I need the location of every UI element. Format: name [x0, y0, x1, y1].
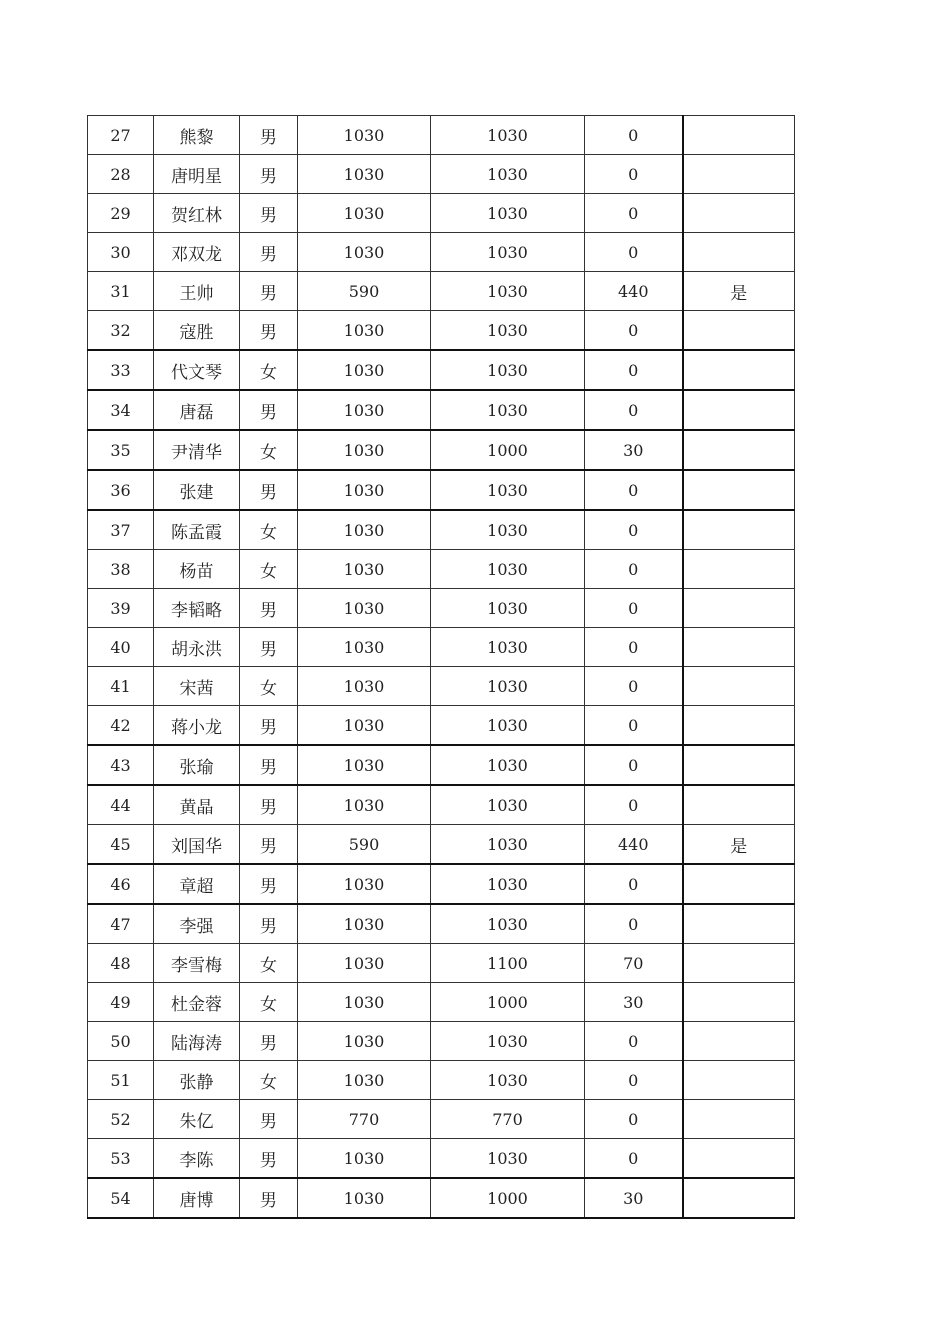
cell-flag — [683, 1022, 795, 1061]
table-row — [88, 390, 795, 430]
cell-gender: 女 — [240, 550, 298, 589]
cell-name: 唐明星 — [154, 155, 240, 194]
cell-gender: 女 — [240, 667, 298, 706]
cell-difference: 0 — [585, 1139, 683, 1179]
cell-amount-b: 1030 — [431, 825, 585, 865]
cell-number: 52 — [88, 1100, 154, 1139]
cell-gender: 男 — [240, 233, 298, 272]
cell-amount-b: 1030 — [431, 155, 585, 194]
cell-name: 张建 — [154, 470, 240, 510]
cell-gender: 男 — [240, 1139, 298, 1179]
cell-amount-a: 1030 — [298, 1178, 431, 1218]
table-row — [88, 1178, 795, 1218]
cell-difference: 0 — [585, 1061, 683, 1100]
cell-amount-b: 1030 — [431, 706, 585, 746]
cell-amount-a: 1030 — [298, 116, 431, 155]
cell-amount-a: 1030 — [298, 745, 431, 785]
cell-number: 44 — [88, 785, 154, 825]
cell-number: 53 — [88, 1139, 154, 1179]
cell-flag — [683, 706, 795, 746]
cell-amount-b: 1030 — [431, 390, 585, 430]
cell-name: 李雪梅 — [154, 944, 240, 983]
cell-amount-a: 1030 — [298, 550, 431, 589]
cell-flag — [683, 864, 795, 904]
table-row — [88, 785, 795, 825]
cell-name: 刘国华 — [154, 825, 240, 865]
cell-gender: 女 — [240, 944, 298, 983]
table-row — [88, 550, 795, 589]
cell-gender: 男 — [240, 1100, 298, 1139]
cell-difference: 0 — [585, 390, 683, 430]
cell-amount-b: 1030 — [431, 785, 585, 825]
cell-difference: 0 — [585, 1022, 683, 1061]
cell-difference: 0 — [585, 233, 683, 272]
cell-amount-b: 1030 — [431, 667, 585, 706]
cell-amount-b: 1030 — [431, 510, 585, 550]
cell-number: 33 — [88, 350, 154, 390]
cell-amount-a: 1030 — [298, 667, 431, 706]
cell-gender: 男 — [240, 390, 298, 430]
cell-gender: 男 — [240, 628, 298, 667]
table-row — [88, 116, 795, 155]
cell-amount-b: 1030 — [431, 311, 585, 351]
table-row — [88, 1022, 795, 1061]
table-row — [88, 233, 795, 272]
table-row — [88, 706, 795, 746]
table-row — [88, 667, 795, 706]
cell-number: 37 — [88, 510, 154, 550]
cell-flag — [683, 1061, 795, 1100]
cell-flag — [683, 155, 795, 194]
cell-number: 54 — [88, 1178, 154, 1218]
cell-amount-a: 590 — [298, 825, 431, 865]
cell-flag — [683, 904, 795, 944]
cell-number: 35 — [88, 430, 154, 470]
cell-amount-b: 1030 — [431, 470, 585, 510]
cell-flag — [683, 550, 795, 589]
cell-number: 40 — [88, 628, 154, 667]
cell-name: 章超 — [154, 864, 240, 904]
cell-amount-a: 1030 — [298, 904, 431, 944]
table-row — [88, 430, 795, 470]
cell-amount-b: 770 — [431, 1100, 585, 1139]
cell-number: 49 — [88, 983, 154, 1022]
cell-gender: 男 — [240, 825, 298, 865]
cell-number: 27 — [88, 116, 154, 155]
cell-gender: 男 — [240, 1022, 298, 1061]
cell-amount-a: 1030 — [298, 155, 431, 194]
cell-name: 张瑜 — [154, 745, 240, 785]
cell-flag — [683, 510, 795, 550]
table-row — [88, 745, 795, 785]
cell-flag — [683, 470, 795, 510]
cell-difference: 440 — [585, 272, 683, 311]
cell-gender: 男 — [240, 272, 298, 311]
table-row — [88, 350, 795, 390]
cell-amount-b: 1100 — [431, 944, 585, 983]
cell-gender: 男 — [240, 155, 298, 194]
cell-name: 代文琴 — [154, 350, 240, 390]
table-row — [88, 1100, 795, 1139]
cell-amount-a: 1030 — [298, 628, 431, 667]
cell-amount-b: 1030 — [431, 350, 585, 390]
cell-flag: 是 — [683, 825, 795, 865]
cell-gender: 男 — [240, 194, 298, 233]
cell-number: 30 — [88, 233, 154, 272]
cell-number: 46 — [88, 864, 154, 904]
cell-amount-a: 1030 — [298, 944, 431, 983]
cell-amount-b: 1030 — [431, 272, 585, 311]
cell-amount-a: 1030 — [298, 706, 431, 746]
cell-number: 28 — [88, 155, 154, 194]
cell-difference: 0 — [585, 350, 683, 390]
cell-name: 李强 — [154, 904, 240, 944]
cell-amount-a: 1030 — [298, 589, 431, 628]
cell-difference: 0 — [585, 155, 683, 194]
cell-difference: 0 — [585, 550, 683, 589]
cell-difference: 440 — [585, 825, 683, 865]
cell-amount-b: 1030 — [431, 745, 585, 785]
cell-name: 唐磊 — [154, 390, 240, 430]
cell-number: 38 — [88, 550, 154, 589]
cell-difference: 0 — [585, 589, 683, 628]
cell-gender: 男 — [240, 864, 298, 904]
cell-difference: 0 — [585, 311, 683, 351]
cell-flag: 是 — [683, 272, 795, 311]
cell-name: 李韬略 — [154, 589, 240, 628]
cell-amount-b: 1000 — [431, 983, 585, 1022]
cell-name: 杜金蓉 — [154, 983, 240, 1022]
cell-amount-a: 1030 — [298, 510, 431, 550]
cell-amount-a: 1030 — [298, 785, 431, 825]
cell-difference: 30 — [585, 983, 683, 1022]
cell-difference: 70 — [585, 944, 683, 983]
cell-flag — [683, 983, 795, 1022]
cell-number: 48 — [88, 944, 154, 983]
cell-amount-b: 1030 — [431, 904, 585, 944]
cell-flag — [683, 785, 795, 825]
table-body — [88, 116, 795, 1219]
cell-flag — [683, 1139, 795, 1179]
table-row — [88, 194, 795, 233]
cell-number: 34 — [88, 390, 154, 430]
table-row — [88, 155, 795, 194]
cell-name: 胡永洪 — [154, 628, 240, 667]
cell-flag — [683, 667, 795, 706]
spreadsheet-page — [87, 115, 794, 1219]
cell-amount-a: 1030 — [298, 194, 431, 233]
table-row — [88, 944, 795, 983]
cell-amount-b: 1030 — [431, 1139, 585, 1179]
cell-difference: 0 — [585, 628, 683, 667]
cell-gender: 男 — [240, 589, 298, 628]
cell-difference: 0 — [585, 116, 683, 155]
cell-name: 贺红林 — [154, 194, 240, 233]
cell-amount-a: 1030 — [298, 350, 431, 390]
cell-gender: 男 — [240, 116, 298, 155]
cell-amount-b: 1030 — [431, 589, 585, 628]
cell-amount-a: 590 — [298, 272, 431, 311]
cell-amount-b: 1030 — [431, 233, 585, 272]
cell-amount-b: 1030 — [431, 864, 585, 904]
cell-flag — [683, 1100, 795, 1139]
cell-name: 寇胜 — [154, 311, 240, 351]
cell-flag — [683, 390, 795, 430]
table-row — [88, 904, 795, 944]
cell-flag — [683, 430, 795, 470]
cell-gender: 男 — [240, 1178, 298, 1218]
cell-gender: 男 — [240, 706, 298, 746]
cell-amount-b: 1030 — [431, 116, 585, 155]
table-row — [88, 470, 795, 510]
cell-flag — [683, 350, 795, 390]
cell-name: 陈孟霞 — [154, 510, 240, 550]
table-row — [88, 1061, 795, 1100]
cell-name: 黄晶 — [154, 785, 240, 825]
cell-amount-b: 1030 — [431, 194, 585, 233]
table-row — [88, 864, 795, 904]
cell-amount-a: 1030 — [298, 430, 431, 470]
cell-difference: 0 — [585, 745, 683, 785]
cell-flag — [683, 116, 795, 155]
cell-amount-b: 1030 — [431, 628, 585, 667]
cell-amount-a: 1030 — [298, 311, 431, 351]
cell-gender: 女 — [240, 983, 298, 1022]
cell-number: 47 — [88, 904, 154, 944]
cell-difference: 0 — [585, 785, 683, 825]
cell-amount-a: 1030 — [298, 470, 431, 510]
cell-number: 51 — [88, 1061, 154, 1100]
cell-amount-a: 1030 — [298, 390, 431, 430]
cell-name: 张静 — [154, 1061, 240, 1100]
cell-name: 尹清华 — [154, 430, 240, 470]
cell-flag — [683, 589, 795, 628]
cell-gender: 女 — [240, 350, 298, 390]
cell-name: 朱亿 — [154, 1100, 240, 1139]
cell-flag — [683, 628, 795, 667]
cell-gender: 男 — [240, 904, 298, 944]
cell-number: 36 — [88, 470, 154, 510]
table-row — [88, 983, 795, 1022]
cell-difference: 0 — [585, 667, 683, 706]
cell-amount-a: 1030 — [298, 1022, 431, 1061]
cell-difference: 0 — [585, 864, 683, 904]
cell-number: 50 — [88, 1022, 154, 1061]
data-table — [87, 115, 795, 1219]
cell-flag — [683, 194, 795, 233]
cell-difference: 0 — [585, 470, 683, 510]
cell-difference: 0 — [585, 510, 683, 550]
cell-amount-a: 1030 — [298, 1061, 431, 1100]
cell-amount-b: 1030 — [431, 550, 585, 589]
cell-flag — [683, 233, 795, 272]
table-row — [88, 311, 795, 351]
cell-name: 唐博 — [154, 1178, 240, 1218]
cell-amount-a: 770 — [298, 1100, 431, 1139]
cell-gender: 男 — [240, 745, 298, 785]
table-row — [88, 589, 795, 628]
table-row — [88, 510, 795, 550]
cell-amount-b: 1030 — [431, 1061, 585, 1100]
cell-amount-a: 1030 — [298, 233, 431, 272]
table-row — [88, 1139, 795, 1179]
table-row — [88, 628, 795, 667]
cell-number: 45 — [88, 825, 154, 865]
cell-difference: 0 — [585, 706, 683, 746]
cell-gender: 男 — [240, 311, 298, 351]
cell-flag — [683, 1178, 795, 1218]
table-row — [88, 825, 795, 865]
cell-name: 王帅 — [154, 272, 240, 311]
cell-difference: 30 — [585, 430, 683, 470]
cell-amount-a: 1030 — [298, 983, 431, 1022]
cell-number: 31 — [88, 272, 154, 311]
cell-number: 43 — [88, 745, 154, 785]
cell-amount-b: 1000 — [431, 430, 585, 470]
cell-flag — [683, 944, 795, 983]
cell-name: 邓双龙 — [154, 233, 240, 272]
cell-amount-a: 1030 — [298, 864, 431, 904]
cell-name: 杨苗 — [154, 550, 240, 589]
cell-number: 42 — [88, 706, 154, 746]
cell-name: 陆海涛 — [154, 1022, 240, 1061]
cell-gender: 男 — [240, 785, 298, 825]
cell-number: 32 — [88, 311, 154, 351]
cell-flag — [683, 745, 795, 785]
cell-difference: 0 — [585, 194, 683, 233]
cell-flag — [683, 311, 795, 351]
cell-difference: 30 — [585, 1178, 683, 1218]
cell-name: 宋茜 — [154, 667, 240, 706]
cell-name: 熊黎 — [154, 116, 240, 155]
cell-amount-b: 1030 — [431, 1022, 585, 1061]
cell-amount-b: 1000 — [431, 1178, 585, 1218]
cell-gender: 女 — [240, 430, 298, 470]
cell-number: 39 — [88, 589, 154, 628]
cell-gender: 女 — [240, 510, 298, 550]
cell-difference: 0 — [585, 904, 683, 944]
cell-name: 蒋小龙 — [154, 706, 240, 746]
cell-gender: 女 — [240, 1061, 298, 1100]
cell-name: 李陈 — [154, 1139, 240, 1179]
cell-number: 29 — [88, 194, 154, 233]
cell-difference: 0 — [585, 1100, 683, 1139]
table-row — [88, 272, 795, 311]
cell-gender: 男 — [240, 470, 298, 510]
cell-number: 41 — [88, 667, 154, 706]
cell-amount-a: 1030 — [298, 1139, 431, 1179]
